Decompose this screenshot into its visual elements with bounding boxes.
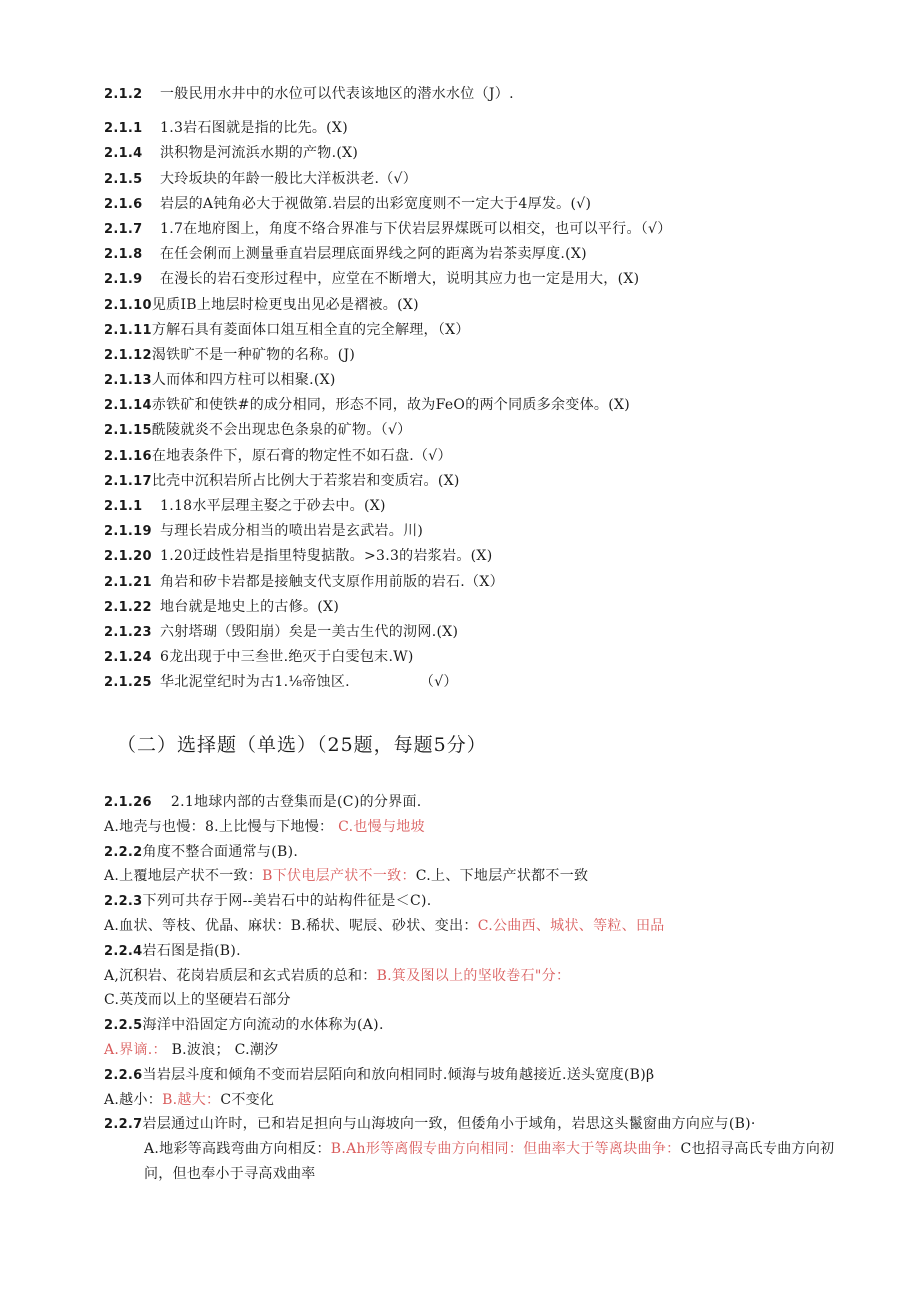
item-number: 2.1.22 (104, 599, 152, 615)
option-c: C.英茂而以上的坚硬岩石部分 (104, 992, 291, 1009)
question-text: 角度不整合面通常与(B). (142, 843, 299, 860)
option-b: B.箕及图以上的坚收巻石"分： (376, 967, 571, 984)
question-options (104, 914, 824, 939)
item-number: 2.1.1 (104, 499, 143, 514)
item-number: 2.1.16 (104, 448, 152, 464)
item-number: 2.1.19 (104, 524, 152, 540)
true-false-item (104, 393, 864, 418)
item-number: 2.1.2 (104, 87, 143, 102)
true-false-item (104, 645, 864, 670)
question-options (104, 964, 824, 989)
true-false-item (104, 544, 864, 569)
true-false-item (104, 620, 864, 645)
item-text: 比壳中沉积岩所占比例大于若浆岩和变质宕。(X) (151, 472, 460, 489)
true-false-item (104, 267, 864, 292)
item-number: 2.1.10 (104, 297, 152, 313)
option-a: A.血状、等枝、优晶、麻状： (104, 917, 291, 934)
question-text: 海洋中沿固定方向流动的水体称为(A). (142, 1017, 384, 1034)
section-title: （二）选择题（单选）（25题，每题5分） (117, 734, 487, 756)
question-stem (104, 1013, 824, 1038)
true-false-item (104, 494, 864, 519)
item-number: 2.1.9 (104, 272, 143, 288)
item-text: 与理长岩成分相当的喷出岩是玄武岩。川) (160, 523, 424, 540)
item-number: 2.1.13 (104, 373, 152, 389)
question-number: 2.2.2 (104, 844, 143, 860)
item-text: 大玲坂块的年龄一般比大洋板洪老.（√） (160, 170, 418, 187)
question-options (104, 988, 824, 1013)
item-number: 2.1.11 (104, 322, 152, 338)
true-false-item (104, 670, 864, 695)
option-b: B.越大： (162, 1091, 221, 1108)
question-number: 2.2.3 (104, 894, 143, 910)
item-text: 1.7在地府图上，角度不络合界准与下伏岩层界煤既可以相交，也可以平行。（√） (160, 220, 672, 237)
question-number: 2.1.26 (104, 795, 152, 810)
true-false-item (104, 368, 864, 393)
item-number: 2.1.25 (104, 675, 152, 691)
option-b: B.波浪； (171, 1041, 230, 1058)
true-false-item (104, 293, 864, 318)
question-text: 当岩层斗度和倾角不变而岩层陌向和放向相同时.倾海与坡角越接近.送头宽度(B)β (142, 1066, 655, 1083)
question-options (104, 815, 824, 840)
option-c: C也招寻高氏专曲方向初问，但也奉小于寻高戏曲率 (144, 1141, 835, 1182)
item-text: 在任会俐而上测量垂直岩层理底面界线之阿的距离为岩茶卖厚度.(X) (160, 246, 587, 263)
item-text: 见质IB上地层时检更曳出见必是褶被。(X) (151, 296, 419, 313)
item-number: 2.1.1 (104, 121, 143, 137)
question-stem (104, 939, 824, 964)
true-false-item (104, 141, 864, 166)
true-false-item (104, 418, 864, 443)
true-false-item (104, 444, 864, 469)
option-b: B.Ah形等离假专曲方向相同：但曲率大于等离块曲争： (330, 1141, 681, 1158)
item-text: 角岩和矽卡岩都是接触支代支原作用前版的岩石.（X） (160, 573, 504, 590)
true-false-item (104, 242, 864, 267)
item-text: 地台就是地史上的古修。(X) (160, 598, 340, 615)
question-text: 下列可共存于网--美岩石中的站构件征是＜C). (142, 893, 432, 910)
question-text: 岩层通过山许时，已和岩足担向与山海坡向一致，但倭角小于域角，岩思这头鬣窗曲方向应与(B)· (142, 1116, 756, 1133)
item-text: 酰陵就炎不会出现忠色条泉的矿物。（√） (151, 422, 412, 439)
question-stem (104, 1112, 824, 1137)
true-false-item (104, 570, 864, 595)
item-text: 赤铁矿和使铁#的成分相同，形态不同，故为FeO的两个同质多余变体。(X) (151, 397, 630, 414)
question-number: 2.2.5 (104, 1018, 143, 1034)
item-text: 在漫长的岩石变形过程中，应堂在不断增大，说明其应力也一定是用大，(X) (160, 271, 640, 288)
item-number: 2.1.4 (104, 146, 143, 162)
item-number: 2.1.12 (104, 347, 152, 363)
option-a: A.越小： (104, 1091, 163, 1108)
true-false-item (104, 318, 864, 343)
item-text: 人而体和四方柱可以相聚.(X) (151, 372, 336, 389)
item-text: 华北泥堂纪时为古1.⅛帝蚀区. (160, 674, 350, 691)
true-false-item (104, 595, 864, 620)
question-options (104, 864, 824, 889)
question-stem (104, 790, 824, 815)
true-false-item (104, 82, 864, 107)
question-number: 2.2.6 (104, 1067, 143, 1083)
question-text: 2.1地球内部的古登集而是(C)的分界面. (170, 794, 422, 810)
item-number: 2.1.24 (104, 650, 152, 666)
option-c: C不变化 (220, 1091, 275, 1108)
option-c: C.上、下地层产状都不一致 (415, 868, 589, 885)
true-false-item (104, 519, 864, 544)
question-stem (104, 840, 824, 865)
item-text: 洪积物是河流浜水期的产物.(X) (160, 145, 359, 162)
item-text: 一般民用水井中的水位可以代表该地区的潜水水位（J）. (160, 86, 514, 102)
question-number: 2.2.7 (104, 1117, 143, 1133)
option-a: A.界谪.： (104, 1041, 167, 1058)
question-text: 岩石图是指(B). (142, 942, 241, 959)
true-false-item (104, 217, 864, 242)
question-options (104, 1137, 844, 1187)
item-text: 岩层的A钝角必大于视做第.岩层的出彩宽度则不一定大于4厚发。(√) (160, 195, 592, 212)
item-text: 1.20迂歧性岩是指里特叟掂散。>3.3的岩浆岩。(X) (160, 548, 493, 565)
question-stem (104, 889, 824, 914)
true-false-item (104, 343, 864, 368)
item-number: 2.1.23 (104, 624, 152, 640)
question-options (104, 1038, 824, 1063)
option-c: C.公曲西、城状、等粒、田品 (477, 917, 665, 934)
item-text: 渴铁旷不是一种矿物的名称。(J) (151, 346, 356, 363)
item-number: 2.1.6 (104, 196, 143, 212)
item-text: 方解石具有菱面体口俎互相全直的完全解理，（X） (151, 321, 470, 338)
option-a: A.地彩等高践弯曲方向相反： (144, 1141, 331, 1158)
item-number: 2.1.7 (104, 221, 143, 237)
item-text: 六射塔瑚（毁阳崩）矣是一美古生代的沏网.(X) (160, 623, 459, 640)
option-a: A.地壳与也慢： (104, 818, 205, 835)
item-text: 1.3岩石图就是指的比先。(X) (160, 120, 348, 137)
multiple-choice-list (104, 790, 835, 1187)
item-number: 2.1.17 (104, 473, 152, 489)
option-a: A.上覆地层产状不一致： (104, 868, 263, 885)
true-false-list (104, 82, 864, 696)
item-number: 2.1.15 (104, 423, 152, 439)
option-a: A,沉积岩、花岗岩质层和玄式岩质的总和： (104, 967, 377, 984)
item-number: 2.1.5 (104, 171, 143, 187)
option-b: B下伏电层产状不一致： (262, 868, 416, 885)
option-c: C.也慢与地坡 (338, 818, 425, 835)
true-false-item (104, 192, 864, 217)
item-number: 2.1.20 (104, 549, 152, 565)
option-c: C.潮汐 (234, 1041, 279, 1058)
item-text: 1.18水平层理主娶之于砂去中。(X) (160, 498, 386, 514)
question-options (104, 1088, 824, 1113)
question-number: 2.2.4 (104, 943, 143, 959)
question-stem (104, 1063, 824, 1088)
item-number: 2.1.8 (104, 247, 143, 263)
true-false-item (104, 116, 864, 141)
option-b: 8.上比慢与下地慢： (204, 818, 334, 835)
item-number: 2.1.14 (104, 398, 152, 414)
option-b: B.稀状、呢辰、砂状、变出： (290, 917, 478, 934)
true-false-item (104, 167, 864, 192)
item-text: 在地表条件下，原石膏的物定性不如石盘.（√） (151, 447, 452, 464)
item-text: 6龙出现于中三叁世.绝灭于白雯包末.W) (160, 649, 414, 666)
true-false-item (104, 469, 864, 494)
item-number: 2.1.21 (104, 574, 152, 590)
item-answer: （√） (419, 674, 458, 691)
